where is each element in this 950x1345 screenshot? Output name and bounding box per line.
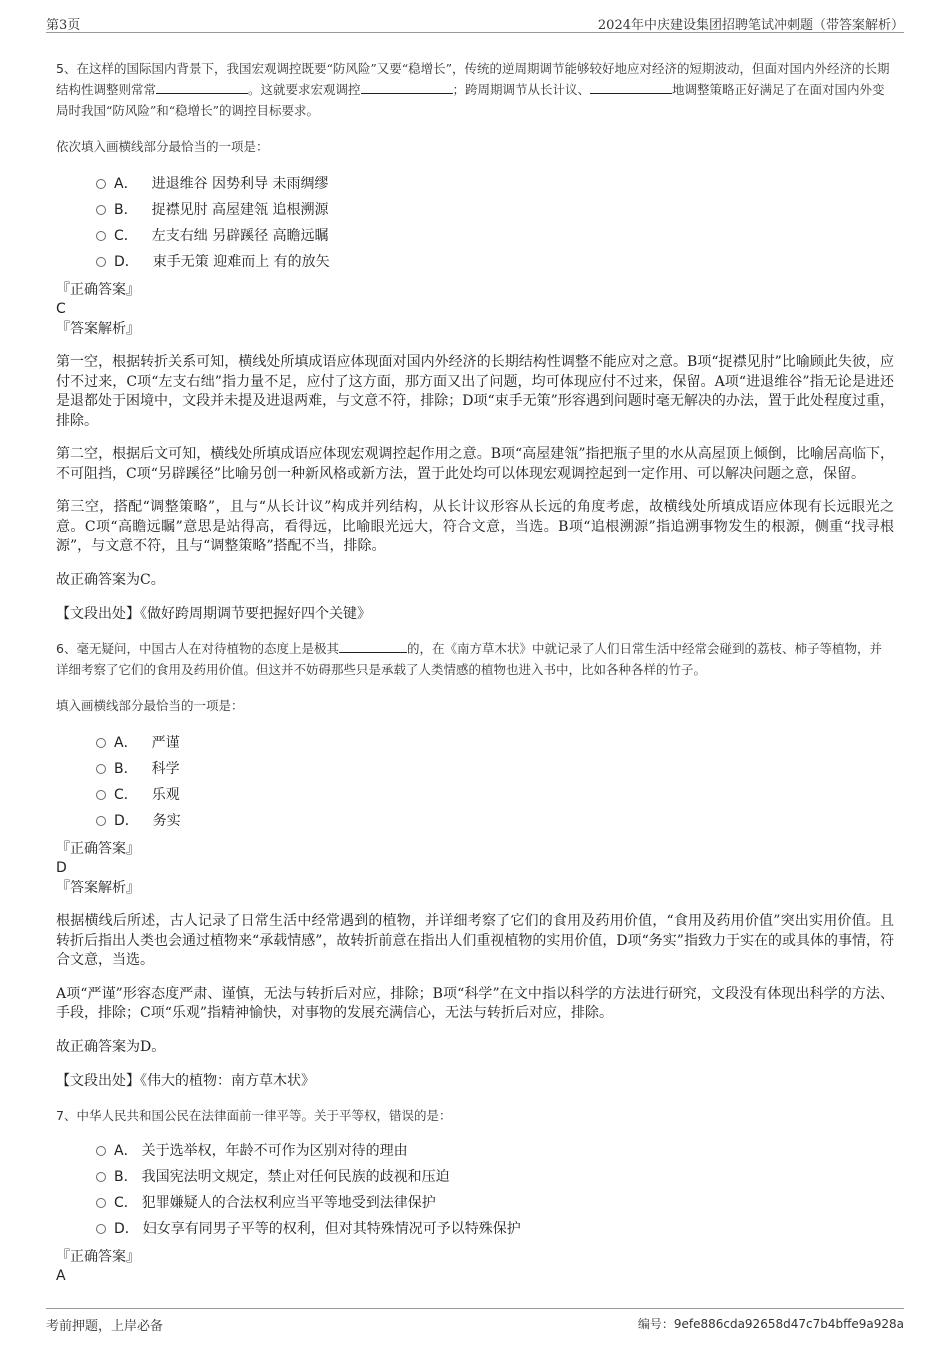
blank-line xyxy=(156,80,248,94)
option-a[interactable]: A． 严谨 xyxy=(96,730,894,756)
analysis-paragraph: 第三空，搭配“调整策略”，且与“从长计议”构成并列结构，从长计议形容从长远的角度考虑，故横线处所填成语应体现有长远眼光之意。C项“高瞻远瞩”意思是站得高，看得远，比喻眼光远大，符合文意，当选。B项“追根溯源”指追溯事物发生的根源，侧重“找寻根源”，与文意不符，且与“调整策略”搭配不当，排除。 xyxy=(56,499,894,554)
analysis-paragraph: A项“严谨”形容态度严肃、谨慎，无法与转折后对应，排除；B项“科学”在文中指以科学的方法进行研究，文段没有体现出科学的方法、手段，排除；C项“乐观”指精神愉快，对事物的发展充满信心，无法与转折后对应，排除。 xyxy=(56,985,894,1021)
document-id: 编号：9efe886cda92658d47c7b4bffe9a928a xyxy=(637,1317,904,1331)
passage-source: 【文段出处】《伟大的植物：南方草木状》 xyxy=(56,1073,315,1089)
question-5-options xyxy=(96,171,894,275)
analysis-paragraph: 第一空，根据转折关系可知，横线处所填成语应体现面对国内外经济的长期结构性调整不能应对之意。B项“捉襟见肘”比喻顾此失彼，应付不过来，C项“左支右绌”指力量不足，应付了这方面，那方面又出了问题，均可体现应付不过来，保留。A项“进退维谷”指无论是进还是退都处于困境中，文段并未提及进退两难，与文意不符，排除；D项“束手无策”形容遇到问题时毫无解决的办法，置于此处程度过重，排除。 xyxy=(56,354,894,429)
option-d[interactable]: D． 务实 xyxy=(96,808,894,834)
document-title: 2024年中庆建设集团招聘笔试冲刺题（带答案解析） xyxy=(597,18,904,33)
passage-source: 【文段出处】《做好跨周期调节要把握好四个关键》 xyxy=(56,606,371,622)
radio-icon[interactable] xyxy=(96,1172,106,1182)
radio-icon[interactable] xyxy=(96,231,106,241)
option-c[interactable]: C． 左支右绌 另辟蹊径 高瞻远瞩 xyxy=(96,223,894,249)
correct-answer: A xyxy=(56,1268,66,1284)
page-header xyxy=(46,12,904,33)
option-b[interactable]: B． 我国宪法明文规定，禁止对任何民族的歧视和压迫 xyxy=(96,1164,894,1190)
question-6-options xyxy=(96,730,894,834)
radio-icon[interactable] xyxy=(96,790,106,800)
analysis-conclusion: 故正确答案为D。 xyxy=(56,1038,166,1055)
radio-icon[interactable] xyxy=(96,1198,106,1208)
analysis-conclusion: 故正确答案为C。 xyxy=(56,571,165,588)
answer-tag: 『正确答案』 xyxy=(56,841,140,857)
option-a[interactable]: A． 进退维谷 因势利导 未雨绸缪 xyxy=(96,171,894,197)
radio-icon[interactable] xyxy=(96,738,106,748)
question-5-prompt: 依次填入画横线部分最恰当的一项是： xyxy=(56,139,269,154)
option-c[interactable]: C． 乐观 xyxy=(96,782,894,808)
question-7 xyxy=(56,1105,894,1285)
analysis-tag: 『答案解析』 xyxy=(56,880,140,896)
option-d[interactable]: D． 束手无策 迎难而上 有的放矢 xyxy=(96,249,894,275)
correct-answer: C xyxy=(56,301,66,317)
radio-icon[interactable] xyxy=(96,1146,106,1156)
answer-tag: 『正确答案』 xyxy=(56,1249,140,1265)
footer-slogan: 考前押题，上岸必备 xyxy=(46,1319,164,1334)
blank-line xyxy=(590,80,672,94)
radio-icon[interactable] xyxy=(96,764,106,774)
analysis-paragraph: 根据横线后所述，古人记录了日常生活中经常遇到的植物，并详细考察了它们的食用及药用价值，“食用及药用价值”突出实用价值。且转折后指出人类也会通过植物来“承载情感”，故转折前意在指出人们重视植物的实用价值，D项“务实”指致力于实在的或具体的事情，符合文意，当选。 xyxy=(56,913,894,968)
option-b[interactable]: B． 科学 xyxy=(96,756,894,782)
page-number: 第3页 xyxy=(46,18,81,33)
radio-icon[interactable] xyxy=(96,1224,106,1234)
question-6 xyxy=(56,638,894,1091)
blank-line xyxy=(361,80,453,94)
question-7-text: 7、中华人民共和国公民在法律面前一律平等。关于平等权，错误的是： xyxy=(56,1108,452,1123)
question-5-text: 5、在这样的国际国内背景下，我国宏观调控既要“防风险”又要“稳增长”，传统的逆周期调节能够较好地应对经济的短期波动，但面对国内外经济的长期结构性调整则常常 。这就要求宏观调控 ；跨周期调节从长计议、 地调整策略正好满足了在面对国内外变局时我国“防风险”和“稳增长”的调控目标要求。 xyxy=(56,61,890,118)
analysis-tag: 『答案解析』 xyxy=(56,321,140,337)
option-a[interactable]: A． 关于选举权，年龄不可作为区别对待的理由 xyxy=(96,1138,894,1164)
page-footer xyxy=(46,1308,904,1333)
option-d[interactable]: D． 妇女享有同男子平等的权利，但对其特殊情况可予以特殊保护 xyxy=(96,1216,894,1242)
option-b[interactable]: B． 捉襟见肘 高屋建瓴 追根溯源 xyxy=(96,197,894,223)
radio-icon[interactable] xyxy=(96,257,106,267)
correct-answer: D xyxy=(56,860,67,876)
answer-tag: 『正确答案』 xyxy=(56,282,140,298)
page-content xyxy=(56,58,894,1285)
question-7-options xyxy=(96,1138,894,1242)
radio-icon[interactable] xyxy=(96,205,106,215)
option-c[interactable]: C． 犯罪嫌疑人的合法权利应当平等地受到法律保护 xyxy=(96,1190,894,1216)
question-6-text: 6、毫无疑问，中国古人在对待植物的态度上是极其 的，在《南方草木状》中就记录了人们日常生活中经常会碰到的荔枝、柿子等植物，并详细考察了它们的食用及药用价值。但这并不妨碍那些只是承载了人类情感的植物也进入书中，比如各种各样的竹子。 xyxy=(56,641,882,677)
radio-icon[interactable] xyxy=(96,816,106,826)
analysis-paragraph: 第二空，根据后文可知，横线处所填成语应体现宏观调控起作用之意。B项“高屋建瓴”指把瓶子里的水从高屋顶上倾倒，比喻居高临下，不可阻挡，C项“另辟蹊径”比喻另创一种新风格或新方法，置于此处均可以体现宏观调控起到一定作用、可以解决问题之意，保留。 xyxy=(56,446,894,482)
question-5 xyxy=(56,58,894,624)
blank-line xyxy=(339,639,407,653)
radio-icon[interactable] xyxy=(96,179,106,189)
question-6-prompt: 填入画横线部分最恰当的一项是： xyxy=(56,698,244,713)
